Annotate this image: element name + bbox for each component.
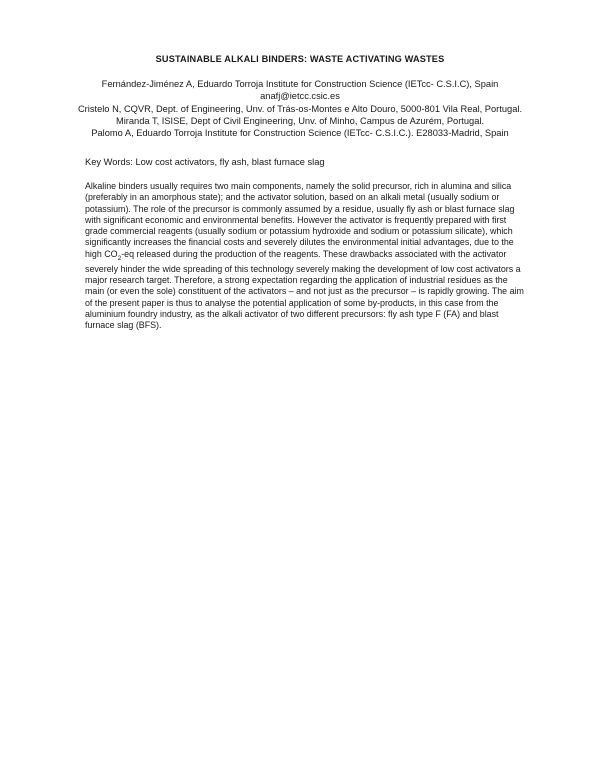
abstract-line-rest: released during the production of the reagents. These drawbacks associated with the activator xyxy=(136,248,507,259)
abstract-line: aluminium foundry industry, as the alkali activator of two different precursors: fly ash type F (FA) and blast xyxy=(85,309,499,320)
abstract-line: potassium). The role of the precursor is commonly assumed by a residue, usually fly ash or blast furnace slag xyxy=(85,203,515,214)
keywords-line: Key Words: Low cost activators, fly ash, blast furnace slag xyxy=(85,157,325,167)
abstract-line: furnace slag (BFS). xyxy=(85,320,162,331)
author-line: Fernández-Jiménez A, Eduardo Torroja Institute for Construction Science (IETcc- C.S.I.C), Spain xyxy=(101,79,499,89)
author-email: anafj@ietcc.csic.es xyxy=(260,91,340,102)
co2-subscript: 2 xyxy=(117,254,122,262)
abstract-line: grade commercial reagents (usually sodium or potassium hydroxide and sodium or potassium silicate), which xyxy=(85,226,513,237)
abstract-line xyxy=(85,249,525,264)
abstract-line: main (or even the sole) constituent of the activators – and not just as the precursor – is rapidly growing. The aim xyxy=(85,286,524,297)
author-line: Cristelo N, CQVR, Dept. of Engineering, Unv. of Trás-os-Montes e Alto Douro, 5000-801 Vila Real, Portugal. xyxy=(77,103,523,114)
abstract-line: major research target. Therefore, a strong expectation regarding the application of industrial residues as the xyxy=(85,275,508,286)
abstract-line: (preferably in an amorphous state); and the activator solution, based on an alkali metal (usually sodium or xyxy=(85,192,500,203)
author-line: Miranda T, ISISE, Dept of Civil Engineering, Unv. of Minho, Campus de Azurém, Portugal. xyxy=(115,115,485,126)
abstract-line: Alkaline binders usually requires two main components, namely the solid precursor, rich in alumina and silica xyxy=(85,181,512,191)
abstract-line: with significant economic and environmental benefits. However the activator is frequently prepared with first xyxy=(85,214,507,225)
author-line: Palomo A, Eduardo Torroja Institute for Construction Science (IETcc- C.S.I.C.). E28033-Madrid, Spain xyxy=(91,128,509,139)
co2-prefix: high CO xyxy=(85,248,118,259)
co2-suffix: -eq xyxy=(121,248,135,259)
abstract-body xyxy=(85,181,525,332)
paper-title: SUSTAINABLE ALKALI BINDERS: WASTE ACTIVATING WASTES xyxy=(155,54,445,64)
abstract-line: significantly increases the financial costs and severely dilutes the environmental initial advantages, due to the xyxy=(85,237,514,248)
author-block xyxy=(0,78,600,139)
abstract-line: severely hinder the wide spreading of this technology severely making the development of low cost activators a xyxy=(85,263,521,274)
abstract-line: of the present paper is thus to analyse the potential application of some by-products, in this case from the xyxy=(85,297,499,308)
